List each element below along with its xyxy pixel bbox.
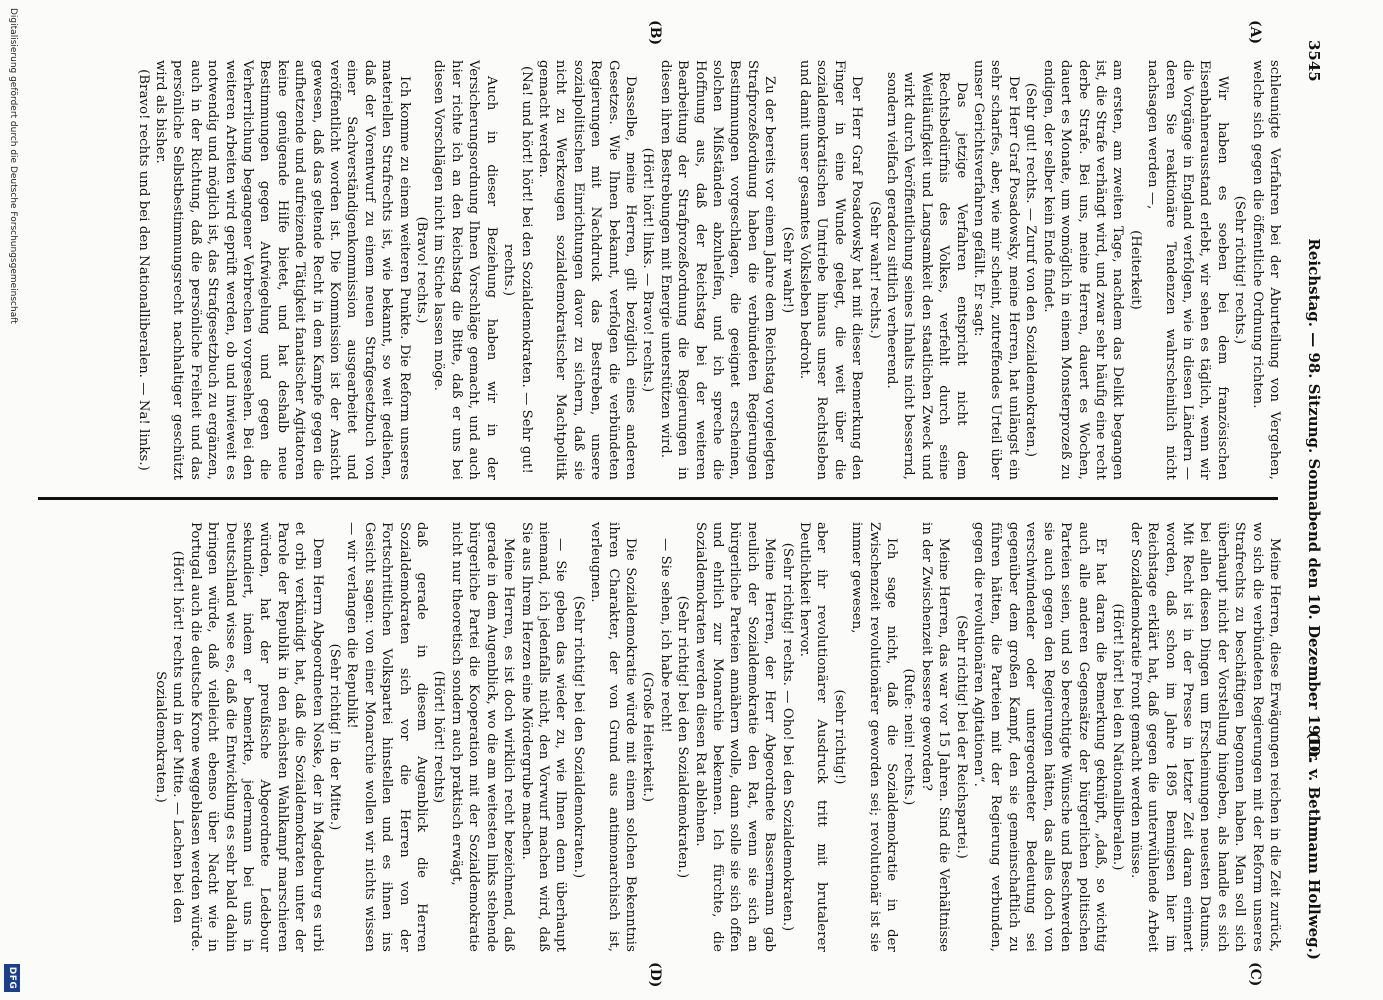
paragraph: Meine Herren, der Herr Abgeordnete Bassermann gab neulich der Sozialdemokratie den Rat, wenn sie sich an bürgerliche Parteien annähern wolle, dann solle sie sich offen und ehrlich zur Monarchie bekennen. Ich fürchte, die Sozialdemokraten werden diesen Rat ablehnen. bbox=[692, 522, 778, 952]
paragraph: Meine Herren, es ist doch wirklich recht bezeichnend, daß gerade in dem Augenblick, wo die am weitesten links stehende bürgerliche Partei die Kooperation mit der Sozialdemokratie nicht nur theoretisch sondern auch praktisch erwägt, bbox=[448, 522, 517, 952]
paragraph: — Sie sehen, ich habe recht! bbox=[657, 538, 673, 733]
paragraph: Zu der bereits vor einem Jahre dem Reichstag vorgelegten Strafprozeßordnung haben die verbündeten Regierungen Bestimmungen vorgeschlagen, die geeignet erscheinen, solchen Mißständen abzuhelfen, und ich spreche die Hoffnung aus, daß der Reichstag bei der weiteren Bearbeitung der Strafprozeßordnung die Regierungen in diesen ihren Bestrebungen mit Energie unterstützen wird. bbox=[657, 60, 778, 480]
interjection: (Bravo! rechts.) bbox=[414, 216, 430, 324]
interjection: (Bravo! rechts und bei den Nationalliberalen. — Na! links.) bbox=[135, 69, 151, 471]
interjection: (Sehr richtig! bei den Sozialdemokraten.) bbox=[570, 595, 586, 879]
column-divider bbox=[38, 497, 1278, 500]
interjection: (Sehr gut! rechts. — Zuruf von den Sozialdemokraten.) bbox=[1023, 82, 1039, 458]
interjection: (Große Heiterkeit.) bbox=[640, 671, 656, 803]
right-text-column bbox=[152, 522, 1283, 952]
interjection: (Sehr richtig! bei der Reichspartei.) bbox=[953, 615, 969, 859]
paragraph: Ich komme zu einem weiteren Punkte. Die Reform unseres materiellen Strafrechts ist, wie bekannt, so weit gediehen, daß der Vorentwurf zu einem neuen Strafgesetzbuch von einer Sachverständigenkommission ausgearbeitet und veröffentlicht worden ist. Die Kommission ist der Ansicht gewesen, daß das geltende Recht in dem Kampfe gegen die aufhetzende und aufreizende Tätigkeit fanatischer Agitatoren keine genügende Hilfe bietet, und hat deshalb neue Bestimmungen gegen Aufwiegelung und gegen die Verherrlichung begangener Verbrechen vorgesehen. Bei den weiteren Arbeiten wird geprüft werden, ob und inwieweit es notwendig und möglich ist, das Strafgesetzbuch zu ergänzen, auch in der Richtung, daß die persönliche Freiheit und das persönliche Selbstbestimmungsrecht nachhaltiger geschützt wird als bisher. bbox=[153, 60, 412, 480]
paragraph: Der Herr Graf Posadowsky hat mit dieser Bemerkung den Finger in eine Wunde gelegt, die weit über die sozialdemokratischen Umtriebe hinaus unser Rechtsleben und damit unser gesamtes Volksleben bedroht. bbox=[797, 60, 865, 480]
interjection: (Sehr richtig! rechts.) bbox=[1232, 195, 1248, 345]
paragraph: aber ihr revolutionärer Ausdruck tritt mit brutalerer Deutlichkeit hervor. bbox=[797, 522, 830, 952]
dfg-logo: DFG bbox=[4, 964, 20, 992]
paragraph: Auch in dieser Beziehung haben wir in der Versicherungsordnung Ihnen Vorschläge gemacht, und auch hier richte ich an den Reichstag die Bitte, daß er uns bei diesen Vorschlägen nicht im Stiche lassen möge. bbox=[431, 60, 499, 480]
interjection: (Sehr richtig! bei den Sozialdemokraten.) bbox=[675, 595, 691, 879]
paragraph: Meine Herren, diese Erwägungen reichen in die Zeit zurück, wo sich die verbündeten Regierungen mit der Reform unseres Strafrechts zu beschäftigen begonnen haben. Man soll sich überhaupt nicht der Vorstellung hingeben, als handle es sich bei allen diesen Dingen um Erscheinungen neuesten Datums. Mit Recht ist in der Presse in letzter Zeit daran erinnert worden, daß schon im Jahre 1895 Bennigsen hier im Reichstage erklärt hat, daß gegen die unterwühlende Arbeit der Sozialdemokratie Front gemacht werden müsse. bbox=[1127, 522, 1282, 952]
paragraph: am ersten, am zweiten Tage, nachdem das Delikt begangen ist, die Strafe verhängt wird, und zwar sehr häufig eine recht derbe Strafe. Bei uns, meine Herren, dauert es Wochen, dauert es Monate, um womöglich in einem Monsterprozeß zu endigen, der selber kein Ende findet. bbox=[1040, 60, 1126, 480]
paragraph: — Sie geben das wieder zu, wie Ihnen denn überhaupt niemand, ich jedenfalls nicht, den Vorwurf machen wird, daß Sie aus Ihrem Herzen eine Mördergrube machen. bbox=[518, 522, 569, 952]
paragraph: schleunigte Verfahren bei der Aburteilung von Vergehen, welche sich gegen die öffentliche Ordnung richten. bbox=[1249, 60, 1282, 480]
interjection: (Na! und hört! hört! bei den Sozialdemokraten. — Sehr gut! rechts.) bbox=[501, 66, 534, 474]
margin-marker-c: (C) bbox=[1247, 962, 1263, 987]
quotation: Das jetzige Verfahren entspricht nicht dem Rechtsbedürfnis des Volkes, verfehlt durch seine Weitläufigkeit und Langsamkeit den staatlichen Zweck und wirkt durch Veröffentlichung seines Inhalts nicht bessernd, sondern vielfach geradezu sittlich verheerend. bbox=[884, 72, 969, 480]
paragraph: Meine Herren, das war vor 15 Jahren. Sind die Verhältnisse in der Zwischenzeit bessere geworden? bbox=[918, 522, 952, 952]
interjection: (Sehr wahr! rechts.) bbox=[866, 201, 882, 339]
paragraph: Er hat daran die Bemerkung geknüpft, „daß, so wichtig auch alle anderen Gegensätze der bürgerlichen politischen Parteien seien, und so berechtigte Wünsche und Beschwerden sie auch gegen den Regierungen hätten, das alles doch von verschwindender oder untergeordneter Bedeutung sei gegenüber dem großen Kampf, den sie gemeinschaftlich zu führen hätten, die Parteien mit der Regierung verbunden, gegen die revolutionären Agitationen“. bbox=[971, 522, 1108, 952]
paragraph: Dem Herrn Abgeordneten Noske, der in Magdeburg es urbi et orbi verkündigt hat, daß die Sozialdemokraten unter der Parole der Republik in den nächsten Wahlkampf marschieren würden, hat der preußische Abgeordnete Ledebour sekundiert, indem er bemerkte, jedermann bei uns in Deutschland wisse es, daß die Entwicklung es sehr bald dahin bringen würde, daß vielleicht ebenso über Nacht wie in Portugal auch die deutsche Krone weggeblasen werden würde. bbox=[187, 522, 325, 952]
funding-note: Digitalisierung gefördert durch die Deutsche Forschungsgemeinschaft bbox=[8, 8, 18, 324]
interjection: (Sehr wahr!) bbox=[779, 226, 795, 314]
margin-marker-b: (B) bbox=[647, 20, 663, 46]
speaker-name: (Dr. v. Bethmann Hollweg.) bbox=[1305, 731, 1323, 960]
interjection: (Hört! hört! rechts) bbox=[431, 670, 447, 804]
interjection: (sehr richtig!) bbox=[831, 689, 847, 785]
interjection: (Rufe: nein! rechts.) bbox=[901, 668, 917, 806]
interjection: (Hört! hört! rechts und in der Mitte. — Lachen bei den Sozialdemokraten.) bbox=[153, 550, 186, 924]
paragraph: Die Sozialdemokratie würde mit einem solchen Bekenntnis ihren Charakter, der von Grund aus antimonarchisch ist, verleugnen. bbox=[588, 522, 638, 952]
margin-marker-a: (A) bbox=[1247, 20, 1263, 45]
session-title: Reichstag. — 98. Sitzung. Sonnabend den 10. Dezember 1910. bbox=[1305, 238, 1323, 762]
interjection: (Sehr richtig! in der Mitte.) bbox=[327, 643, 343, 831]
page-number: 3545 bbox=[1305, 40, 1323, 82]
digitization-footer bbox=[0, 0, 24, 1000]
left-text-column bbox=[134, 60, 1283, 480]
margin-marker-d: (D) bbox=[647, 962, 663, 988]
interjection: (Heiterkeit) bbox=[1127, 230, 1143, 310]
paragraph: Der Herr Graf Posadowsky, meine Herren, hat unlängst ein sehr scharfes, aber, wie mir scheint, zutreffendes Urteil über unser Gerichtsverfahren gefällt. Er sagt: bbox=[971, 60, 1021, 480]
paragraph: Ich sage nicht, daß die Sozialdemokratie in der Zwischenzeit revolutionärer geworden sei; revolutionär ist sie immer gewesen, bbox=[849, 522, 900, 952]
interjection: (Sehr richtig! rechts. — Oho! bei den Sozialdemokraten.) bbox=[779, 542, 795, 932]
page-header bbox=[1283, 40, 1323, 960]
interjection: (Hört! hört! links. — Bravo! rechts.) bbox=[640, 147, 656, 393]
paragraph: daß gerade in diesem Augenblick die Herren Sozialdemokraten sich vor die Herren von der Fortschrittlichen Volkspartei hinstellen und es ihnen ins Gesicht sagen: von einer Monarchie wollen wir nichts wissen — wir verlangen die Republik! bbox=[344, 522, 430, 952]
paragraph: Wir haben es soeben bei dem französischen Eisenbahnerausstand erlebt, wir sehen es täglich, wenn wir die Vorgänge in England verfolgen, wie in diesen Ländern — deren Sie reaktionäre Tendenzen wahrscheinlich nicht nachsagen werden —, bbox=[1145, 60, 1230, 480]
paragraph: Dasselbe, meine Herren, gilt bezüglich eines anderen Gesetzes. Wie Ihnen bekannt, verfolgen die verbündeten Regierungen mit Nachdruck das Bestreben, unsere sozialpolitischen Einrichtungen davor zu sichern, daß sie nicht zu Werkzeugen sozialdemokratischer Machtpolitik gemacht werden. bbox=[535, 60, 638, 480]
interjection: (Hört! hört! bei den Nationalliberalen.) bbox=[1110, 603, 1126, 871]
